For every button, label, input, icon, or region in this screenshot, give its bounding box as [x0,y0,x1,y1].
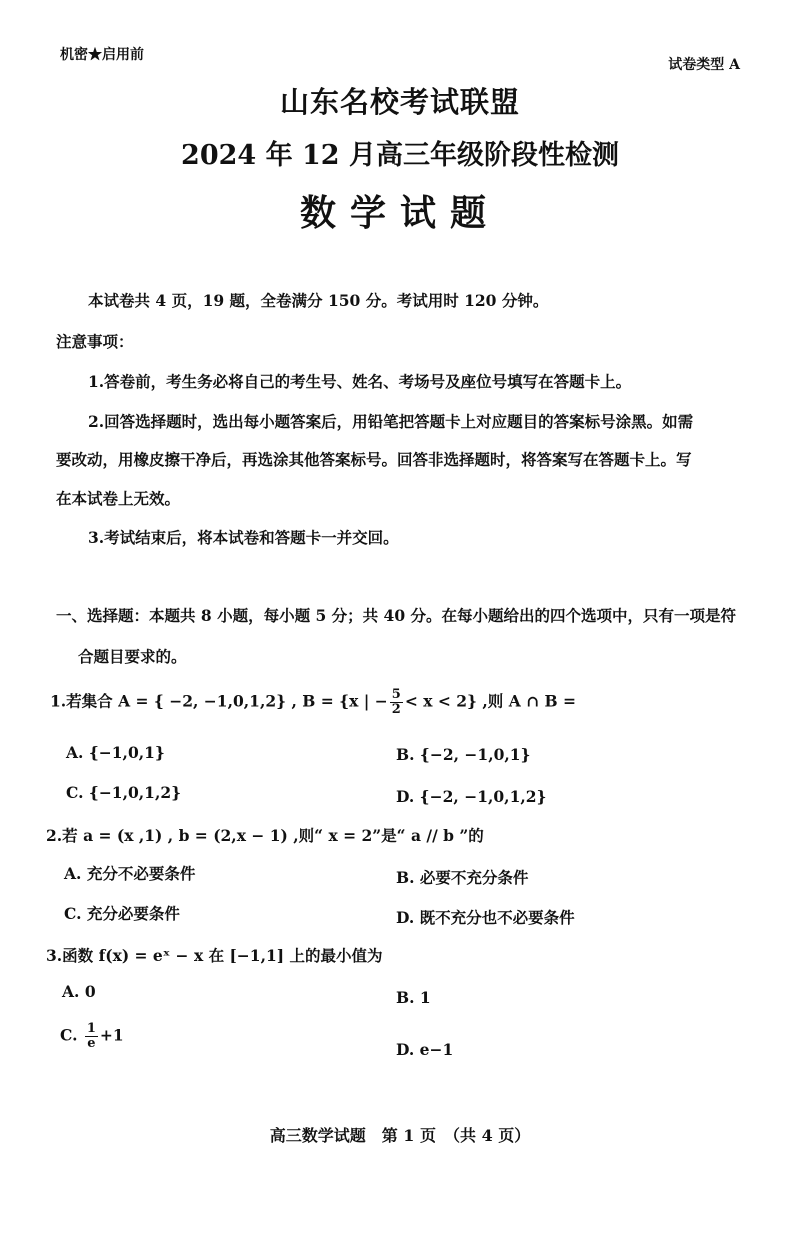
question-1-option-b: B. {−2, −1,0,1} [396,745,531,764]
question-1-option-c: C. {−1,0,1,2} [66,783,182,802]
fraction-denominator: e [87,1036,96,1051]
option-c-letter: C. [60,1025,78,1045]
section-1-heading-line-2: 合题目要求的。 [78,647,187,666]
question-1-stem-part2: < x < 2} ,则 A ∩ B = [404,691,576,711]
question-3-option-b: B. 1 [396,988,431,1007]
question-1-fraction [390,688,403,717]
notice-item-2-line-1: 2.回答选择题时，选出每小题答案后，用铅笔把答题卡上对应题目的答案标号涂黑。如需 [88,412,694,431]
confidential-label: 机密★启用前 [60,47,144,63]
section-1-heading-line-1: 一、选择题：本题共 8 小题，每小题 5 分；共 40 分。在每小题给出的四个选项中，只有一项是符 [56,606,737,625]
question-2-stem: 2.若 a = (x ,1) , b = (2,x − 1) ,则“ x = 2”是“ a // b ”的 [46,826,484,845]
notice-item-1: 1.答卷前，考生务必将自己的考生号、姓名、考场号及座位号填写在答题卡上。 [88,372,632,391]
page-footer: 高三数学试题 第 1 页 （共 4 页） [269,1126,531,1145]
fraction-denominator: 2 [391,702,401,717]
notice-item-2-line-3: 在本试卷上无效。 [56,489,181,508]
notice-item-3: 3.考试结束后，将本试卷和答题卡一并交回。 [88,528,399,547]
fraction-numerator: 5 [391,687,401,702]
question-1-stem [50,688,576,717]
question-3-option-d: D. e−1 [396,1040,454,1059]
notice-item-2-line-2: 要改动，用橡皮擦干净后，再选涂其他答案标号。回答非选择题时，将答案写在答题卡上。写 [56,450,692,469]
question-3-option-a: A. 0 [62,982,96,1001]
exam-union-title: 山东名校考试联盟 [279,85,520,119]
question-3-stem: 3.函数 f(x) = eˣ − x 在 [−1,1] 上的最小值为 [46,946,383,965]
question-1-option-a: A. {−1,0,1} [66,743,165,762]
subject-title: 数学试题 [299,192,500,234]
notice-heading: 注意事项： [56,332,134,351]
question-2-option-b: B. 必要不充分条件 [396,868,529,887]
question-2-option-c: C. 充分必要条件 [64,904,180,923]
question-2-option-d: D. 既不充分也不必要条件 [396,908,575,927]
paper-type-label: 试卷类型 A [668,57,740,73]
intro-text: 本试卷共 4 页，19 题，全卷满分 150 分。考试用时 120 分钟。 [88,291,549,310]
question-2-option-a: A. 充分不必要条件 [64,864,196,883]
option-c-suffix: +1 [99,1025,124,1045]
fraction-numerator: 1 [86,1021,96,1036]
exam-date-title: 2024 年 12 月高三年级阶段性检测 [181,140,619,171]
option-c-fraction [85,1022,98,1051]
question-1-option-d: D. {−2, −1,0,1,2} [396,787,547,806]
question-1-stem-part1: 1.若集合 A = { −2, −1,0,1,2} , B = {x | − [50,691,388,711]
question-3-option-c [60,1022,124,1051]
